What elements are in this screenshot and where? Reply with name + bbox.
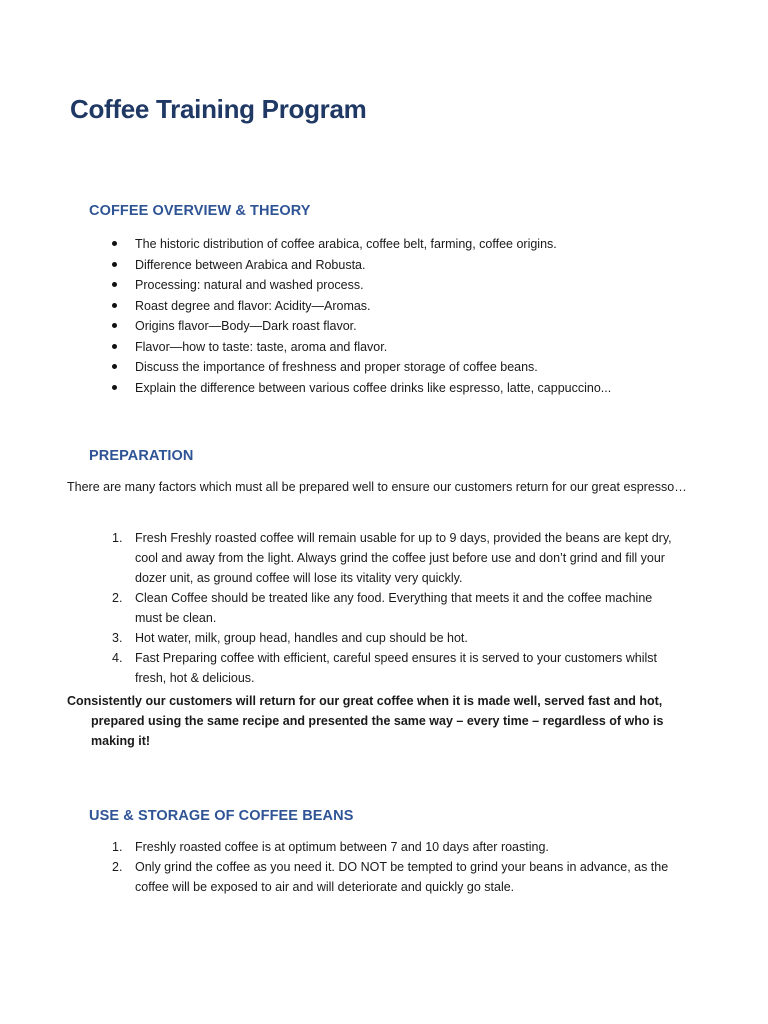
overview-bullet-list [112, 234, 712, 398]
list-item [112, 296, 712, 317]
list-number: 1. [112, 840, 123, 854]
list-number: 1. [112, 531, 123, 545]
list-item [112, 648, 682, 688]
list-item [112, 337, 712, 358]
bullet-icon [112, 262, 117, 267]
list-item-text: Fresh Freshly roasted coffee will remain usable for up to 9 days, provided the beans are kept dry, cool and away from the light. Always grind the coffee just before use and don’t grind and fill your dozer unit, as ground coffee will lose its vitality very quickly. [135, 531, 672, 585]
list-item-text: Origins flavor—Body—Dark roast flavor. [135, 319, 357, 333]
list-item [112, 357, 712, 378]
list-item [112, 588, 682, 628]
list-item [112, 234, 712, 255]
list-number: 3. [112, 631, 123, 645]
document-title: Coffee Training Program [70, 94, 367, 124]
list-item [112, 528, 682, 588]
section-heading-storage: USE & STORAGE OF COFFEE BEANS [89, 808, 354, 824]
bullet-icon [112, 385, 117, 390]
list-item-text: Difference between Arabica and Robusta. [135, 257, 366, 272]
list-item [112, 628, 682, 648]
list-item-text: Only grind the coffee as you need it. DO NOT be tempted to grind your beans in advance, as the coffee will be exposed to air and will deteriorate and quickly go stale. [135, 860, 669, 894]
list-item-text: Discuss the importance of freshness and proper storage of coffee beans. [135, 360, 538, 374]
bullet-icon [112, 241, 117, 246]
preparation-intro: There are many factors which must all be prepared well to ensure our customers return for our great espresso… [67, 480, 687, 494]
list-item [112, 857, 682, 897]
bullet-icon [112, 303, 117, 308]
list-item-text: Fast Preparing coffee with efficient, careful speed ensures it is served to your customers whilst fresh, hot & delicious. [135, 651, 658, 685]
section-heading-preparation: PREPARATION [89, 448, 194, 464]
list-item-text: Freshly roasted coffee is at optimum between 7 and 10 days after roasting. [135, 840, 549, 854]
list-item [112, 316, 712, 337]
list-item-text: Hot water, milk, group head, handles and cup should be hot. [135, 631, 468, 645]
bullet-icon [112, 344, 117, 349]
bullet-icon [112, 364, 117, 369]
list-number: 2. [112, 860, 123, 874]
list-item-text: Explain the difference between various coffee drinks like espresso, latte, cappuccino... [135, 380, 612, 395]
preparation-conclusion: Consistently our customers will return for our great coffee when it is made well, served fast and hot, prepared using the same recipe and presented the same way – every time – regardless of who is making it! [67, 694, 664, 748]
bullet-icon [112, 282, 117, 287]
list-item-text: The historic distribution of coffee arabica, coffee belt, farming, coffee origins. [135, 237, 557, 251]
list-number: 2. [112, 591, 123, 605]
list-item [112, 378, 712, 399]
list-item [112, 837, 682, 857]
bullet-icon [112, 323, 117, 328]
section-heading-overview: COFFEE OVERVIEW & THEORY [89, 203, 311, 219]
list-number: 4. [112, 651, 123, 665]
list-item-text: Roast degree and flavor: Acidity—Aromas. [135, 298, 371, 313]
preparation-numbered-list [112, 528, 682, 688]
storage-numbered-list [112, 837, 682, 897]
list-item-text: Clean Coffee should be treated like any food. Everything that meets it and the coffee machine must be clean. [135, 591, 653, 625]
list-item [112, 255, 712, 276]
list-item [112, 275, 712, 296]
list-item-text: Flavor—how to taste: taste, aroma and flavor. [135, 339, 388, 354]
list-item-text: Processing: natural and washed process. [135, 278, 364, 292]
